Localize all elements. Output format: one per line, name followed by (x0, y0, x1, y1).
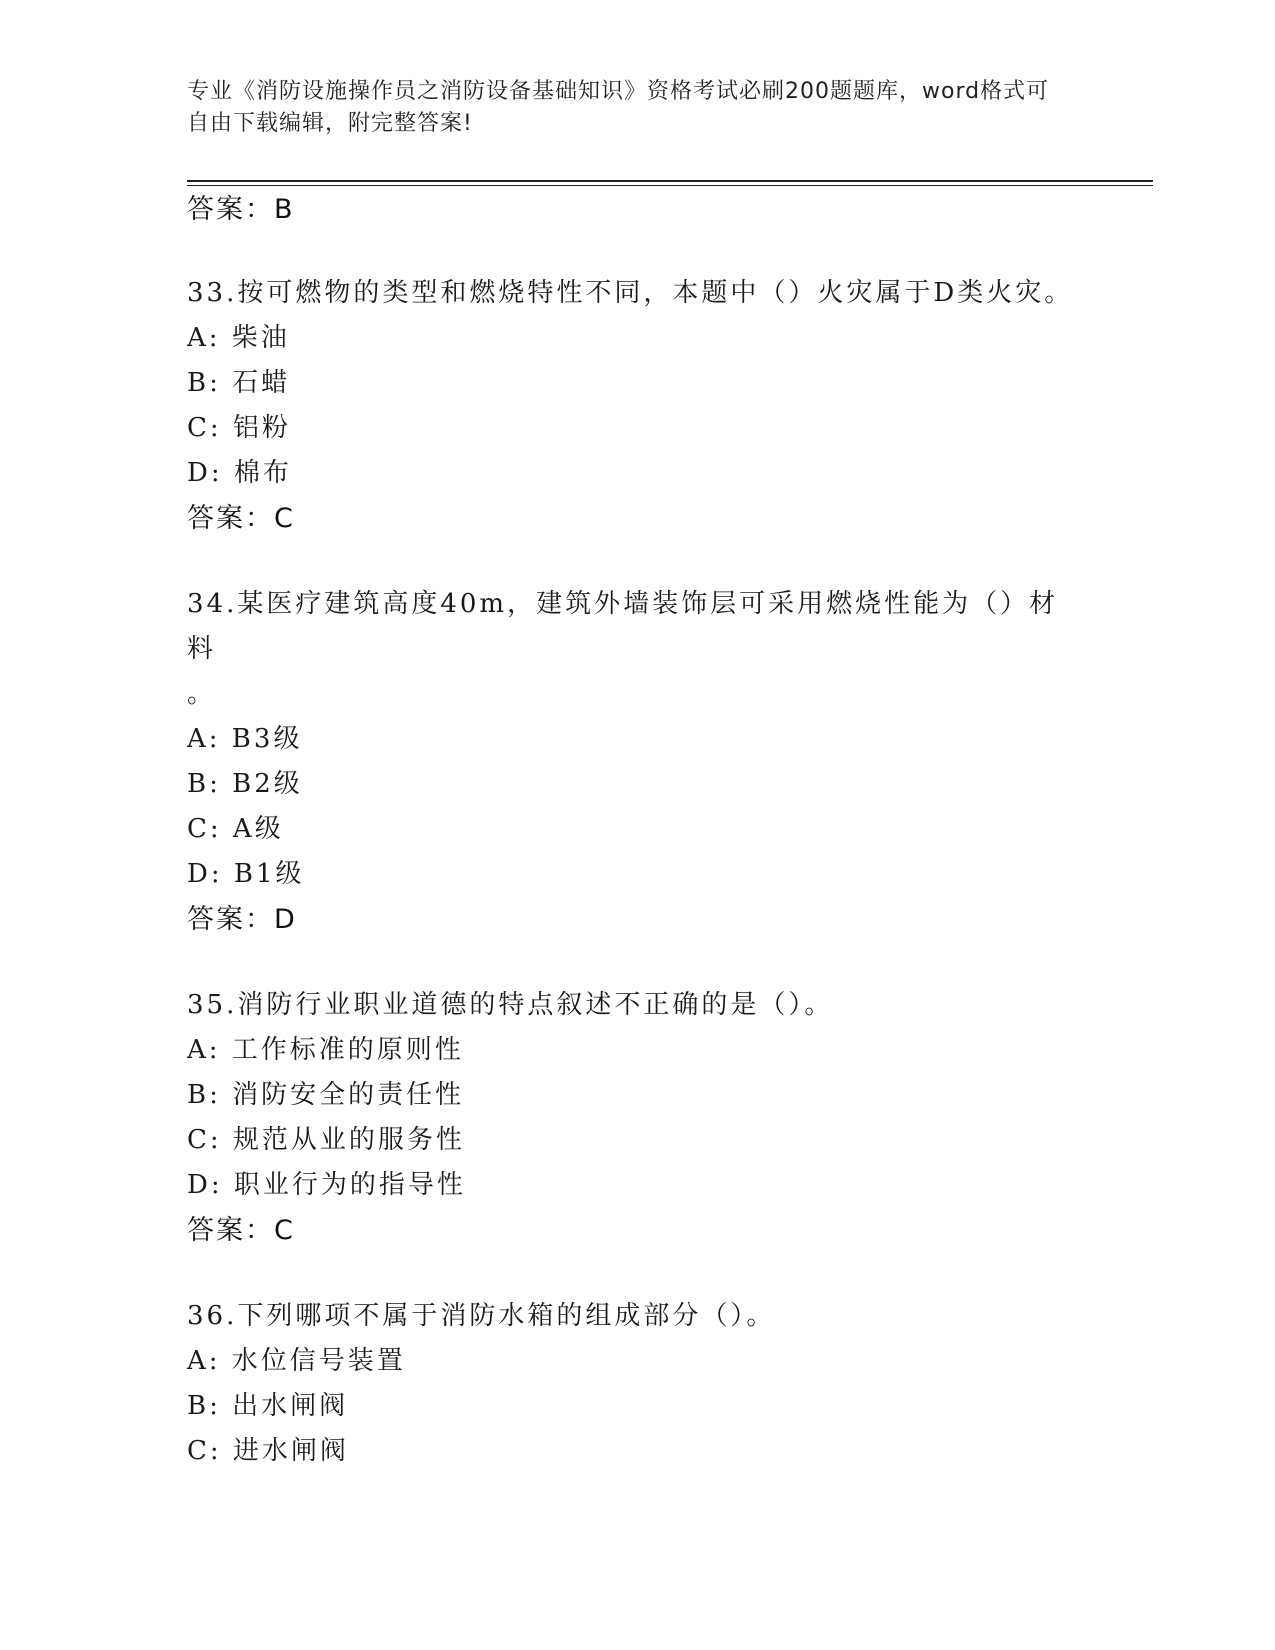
option-c: C: 进水闸阀 (187, 1436, 349, 1466)
option-c: C: 铝粉 (187, 413, 291, 443)
option-d: D: B1级 (187, 859, 305, 889)
header-rule-thin (187, 185, 1153, 186)
question-36 (187, 1294, 1087, 1474)
question-text-continuation: 。 (187, 679, 217, 709)
option-a: A: B3级 (187, 724, 303, 754)
option-d: D: 棉布 (187, 458, 292, 488)
option-b: B: 石蜡 (187, 368, 291, 398)
option-b: B: 出水闸阀 (187, 1391, 349, 1421)
answer-line: 答案：C (187, 1215, 295, 1246)
answer-line: 答案：C (187, 503, 295, 534)
question-text: 34.某医疗建筑高度40m，建筑外墙装饰层可采用燃烧性能为（）材料 (187, 589, 1059, 664)
option-a: A: 柴油 (187, 323, 290, 353)
option-c: C: 规范从业的服务性 (187, 1125, 465, 1155)
question-text: 35.消防行业职业道德的特点叙述不正确的是（）。 (187, 990, 834, 1020)
answer-line: 答案：B (187, 194, 295, 225)
option-b: B: B2级 (187, 769, 303, 799)
option-a: A: 工作标准的原则性 (187, 1035, 464, 1065)
question-list (187, 190, 1087, 1474)
question-text: 36.下列哪项不属于消防水箱的组成部分（）。 (187, 1301, 776, 1331)
header-rule-thick (187, 180, 1153, 182)
question-text: 33.按可燃物的类型和燃烧特性不同，本题中（）火灾属于D类火灾。 (187, 278, 1074, 308)
option-a: A: 水位信号装置 (187, 1346, 406, 1376)
question-34 (187, 582, 1087, 942)
option-b: B: 消防安全的责任性 (187, 1080, 465, 1110)
question-33 (187, 271, 1087, 541)
option-d: D: 职业行为的指导性 (187, 1170, 466, 1200)
page-header-title: 专业《消防设施操作员之消防设备基础知识》资格考试必刷200题题库，word格式可自由下载编辑，附完整答案! (187, 79, 1050, 136)
question-35 (187, 983, 1087, 1253)
answer-line: 答案：D (187, 904, 297, 935)
option-c: C: A级 (187, 814, 284, 844)
